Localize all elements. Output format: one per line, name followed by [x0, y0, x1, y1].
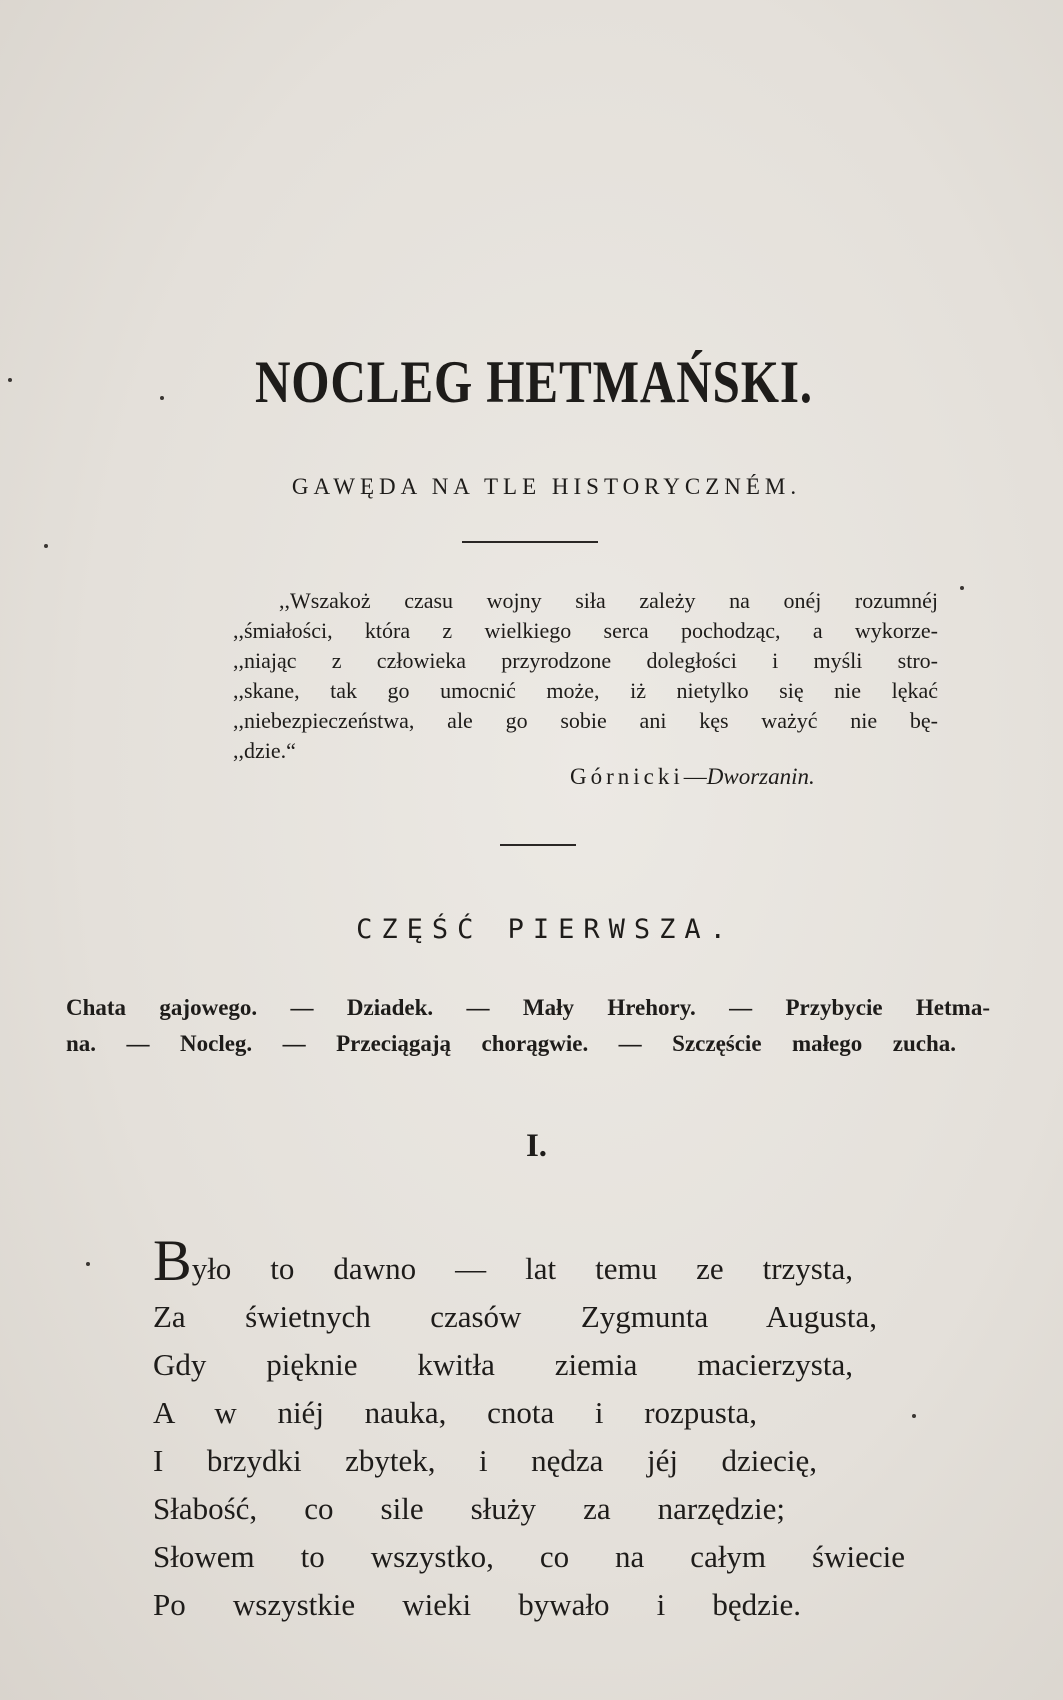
part-heading: CZĘŚĆ PIERWSZA.	[356, 914, 735, 945]
divider-rule	[500, 844, 576, 846]
verse-line: A w niéj nauka, cnota i rozpusta,	[153, 1395, 757, 1430]
page-title: NOCLEG HETMAŃSKI.	[254, 349, 813, 415]
epigraph-attribution	[570, 764, 815, 790]
epigraph-line: ,,Wszakoż czasu wojny siła zależy na onéj rozumnéj	[279, 588, 938, 613]
epigraph	[233, 586, 938, 766]
paper-speck	[44, 544, 48, 548]
verse-line	[153, 1228, 853, 1293]
chapter-summary	[66, 990, 990, 1062]
verse-line: Gdy pięknie kwitła ziemia macierzysta,	[153, 1347, 853, 1382]
poem-stanza	[153, 1228, 905, 1629]
summary-line: Chata gajowego. — Dziadek. — Mały Hrehory. — Przybycie Hetma-	[66, 995, 990, 1020]
verse-line: Po wszystkie wieki bywało i będzie.	[153, 1587, 801, 1622]
paper-speck	[86, 1262, 90, 1266]
epigraph-author: Górnicki	[570, 764, 684, 789]
verse-line: I brzydki zbytek, i nędza jéj dziecię,	[153, 1443, 817, 1478]
epigraph-line: ,,niebezpieczeństwa, ale go sobie ani kęs ważyć nie bę-	[233, 708, 938, 733]
paper-speck	[960, 586, 964, 590]
section-number: I.	[525, 1128, 548, 1164]
paper-speck	[160, 396, 164, 400]
verse-line: Słabość, co sile służy za narzędzie;	[153, 1491, 785, 1526]
attribution-separator: —	[683, 764, 707, 789]
verse-line: Za świetnych czasów Zygmunta Augusta,	[153, 1299, 877, 1334]
subtitle: GAWĘDA NA TLE HISTORYCZNÉM.	[291, 474, 802, 499]
summary-line: na. — Nocleg. — Przeciągają chorągwie. — Szczęście małego zucha.	[66, 1031, 956, 1056]
drop-cap: B	[153, 1228, 192, 1293]
paper-speck	[912, 1414, 916, 1418]
paper-speck	[8, 378, 12, 382]
divider-rule	[462, 541, 598, 543]
verse-line-text: yło to dawno — lat temu ze trzysta,	[191, 1251, 853, 1286]
epigraph-line: ,,dzie.“	[233, 738, 296, 763]
epigraph-line: ,,niając z człowieka przyrodzone doległości i myśli stro-	[233, 648, 938, 673]
epigraph-line: ,,śmiałości, która z wielkiego serca pochodząc, a wykorze-	[233, 618, 938, 643]
verse-line: Słowem to wszystko, co na całym świecie	[153, 1539, 905, 1574]
epigraph-work: Dworzanin.	[706, 764, 815, 789]
epigraph-line: ,,skane, tak go umocnić może, iż nietylko się nie lękać	[233, 678, 938, 703]
